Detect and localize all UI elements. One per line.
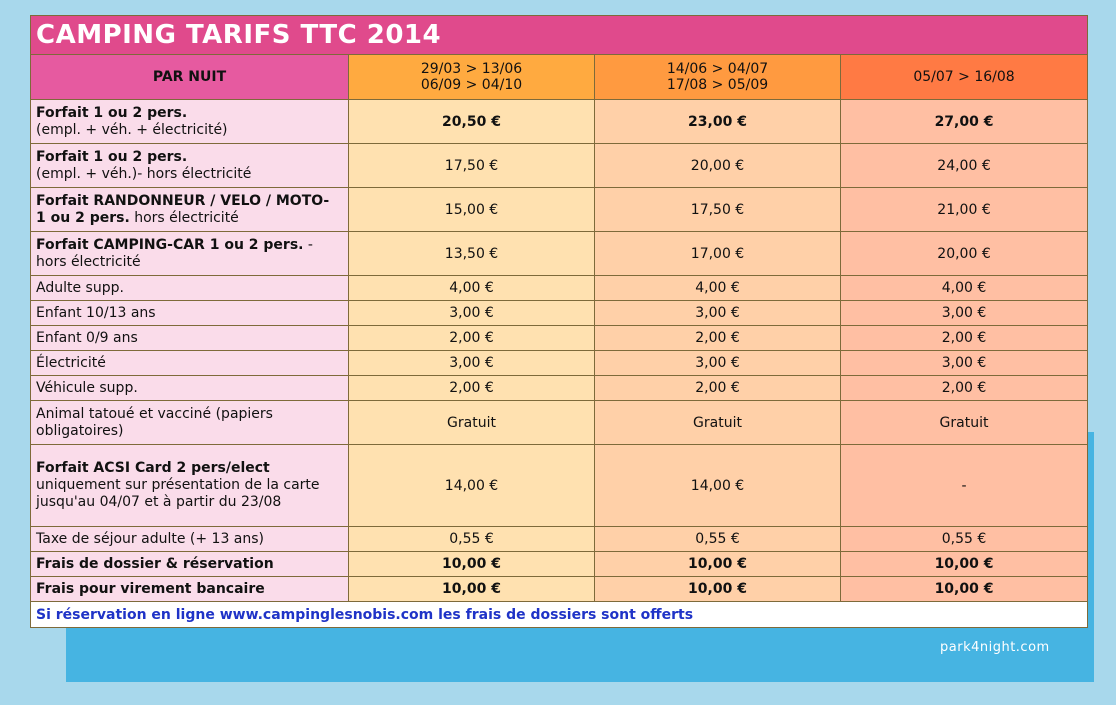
row-label [31,326,349,351]
price-cell: 0,55 € [841,527,1088,552]
row-label-text: Taxe de séjour adulte (+ 13 ans) [36,530,265,547]
period-1-line2: 06/09 > 04/10 [420,77,523,93]
row-label [31,445,349,527]
price-cell: 24,00 € [841,144,1088,188]
price-cell: 0,55 € [349,527,595,552]
period-header-3 [841,55,1088,100]
table-row [31,376,1088,401]
row-label-text: Animal tatoué et vacciné (papiers obligatoires) [36,405,273,439]
row-label-bold: Forfait 1 ou 2 pers. [36,104,188,121]
price-cell: 2,00 € [841,376,1088,401]
row-label [31,527,349,552]
price-cell: Gratuit [349,401,595,445]
price-cell: 20,00 € [595,144,841,188]
row-label-text: - hors électricité [36,236,313,270]
price-cell: 20,00 € [841,232,1088,276]
price-cell: 2,00 € [349,376,595,401]
price-cell: 4,00 € [595,276,841,301]
row-label-text: Électricité [36,354,106,371]
row-label-bold: Frais pour virement bancaire [36,580,265,597]
footer-note: Si réservation en ligne www.campinglesnobis.com les frais de dossiers sont offerts [31,602,1088,628]
table-row [31,527,1088,552]
price-cell: 27,00 € [841,100,1088,144]
row-label-text: Véhicule supp. [36,379,138,396]
row-label-text: (empl. + véh.)- hors électricité [36,165,252,182]
price-cell: - [841,445,1088,527]
table-row [31,301,1088,326]
price-cell: 3,00 € [349,351,595,376]
title-row [31,16,1088,55]
table-title: CAMPING TARIFS TTC 2014 [31,16,1088,55]
period-2-line2: 17/08 > 05/09 [666,77,769,93]
table-row [31,276,1088,301]
price-cell: 17,00 € [595,232,841,276]
period-1-line1: 29/03 > 13/06 [420,61,523,77]
row-label [31,100,349,144]
price-cell: 3,00 € [841,301,1088,326]
price-cell: 21,00 € [841,188,1088,232]
price-cell: 3,00 € [595,351,841,376]
price-cell: 14,00 € [349,445,595,527]
row-label-text: (empl. + véh. + électricité) [36,121,228,138]
row-label-bold: Forfait ACSI Card 2 pers/elect [36,460,270,476]
row-label-bold: Forfait 1 ou 2 pers. [36,148,188,165]
price-cell: Gratuit [841,401,1088,445]
row-label [31,577,349,602]
price-cell: 3,00 € [595,301,841,326]
table-row [31,445,1088,527]
price-cell: 20,50 € [349,100,595,144]
period-header-2 [595,55,841,100]
price-cell: 10,00 € [595,577,841,602]
row-label [31,351,349,376]
price-cell: 17,50 € [349,144,595,188]
price-cell: 2,00 € [595,376,841,401]
table-row [31,351,1088,376]
row-label [31,276,349,301]
table-row [31,401,1088,445]
price-cell: 10,00 € [841,552,1088,577]
row-label [31,301,349,326]
price-cell: 13,50 € [349,232,595,276]
row-label [31,144,349,188]
row-label [31,401,349,445]
row-label-text: Enfant 10/13 ans [36,304,156,321]
table-row [31,232,1088,276]
price-cell: 17,50 € [595,188,841,232]
price-cell: 4,00 € [841,276,1088,301]
watermark: park4night.com [940,640,1050,655]
row-label-bold: Forfait CAMPING-CAR 1 ou 2 pers. [36,236,304,253]
per-night-header: PAR NUIT [31,55,349,100]
row-label-bold: Forfait RANDONNEUR / VELO / MOTO- 1 ou 2 pers. [36,192,330,226]
price-cell: 3,00 € [841,351,1088,376]
period-2-line1: 14/06 > 04/07 [666,61,769,77]
price-cell: 10,00 € [841,577,1088,602]
price-cell: 2,00 € [841,326,1088,351]
price-cell: 3,00 € [349,301,595,326]
price-cell: 4,00 € [349,276,595,301]
row-label-text: Adulte supp. [36,279,124,296]
header-row [31,55,1088,100]
table-row [31,144,1088,188]
table-row [31,188,1088,232]
table-row [31,577,1088,602]
price-cell: 10,00 € [595,552,841,577]
table-row [31,326,1088,351]
footer-row [31,602,1088,628]
price-cell: 0,55 € [595,527,841,552]
period-header-1 [349,55,595,100]
row-label [31,232,349,276]
table-row [31,552,1088,577]
row-label-bold: Frais de dossier & réservation [36,555,274,572]
price-cell: 23,00 € [595,100,841,144]
table-row [31,100,1088,144]
row-label [31,188,349,232]
row-label-text: uniquement sur présentation de la carte jusqu'au 04/07 et à partir du 23/08 [36,477,320,510]
price-cell: 10,00 € [349,552,595,577]
price-cell: 10,00 € [349,577,595,602]
row-label [31,552,349,577]
price-cell: 2,00 € [349,326,595,351]
price-cell: 15,00 € [349,188,595,232]
row-label-text: Enfant 0/9 ans [36,329,138,346]
price-cell: 14,00 € [595,445,841,527]
price-cell: 2,00 € [595,326,841,351]
price-cell: Gratuit [595,401,841,445]
price-table [30,15,1088,628]
row-label-text: hors électricité [129,209,239,226]
period-3-line1: 05/07 > 16/08 [913,69,1015,85]
row-label [31,376,349,401]
